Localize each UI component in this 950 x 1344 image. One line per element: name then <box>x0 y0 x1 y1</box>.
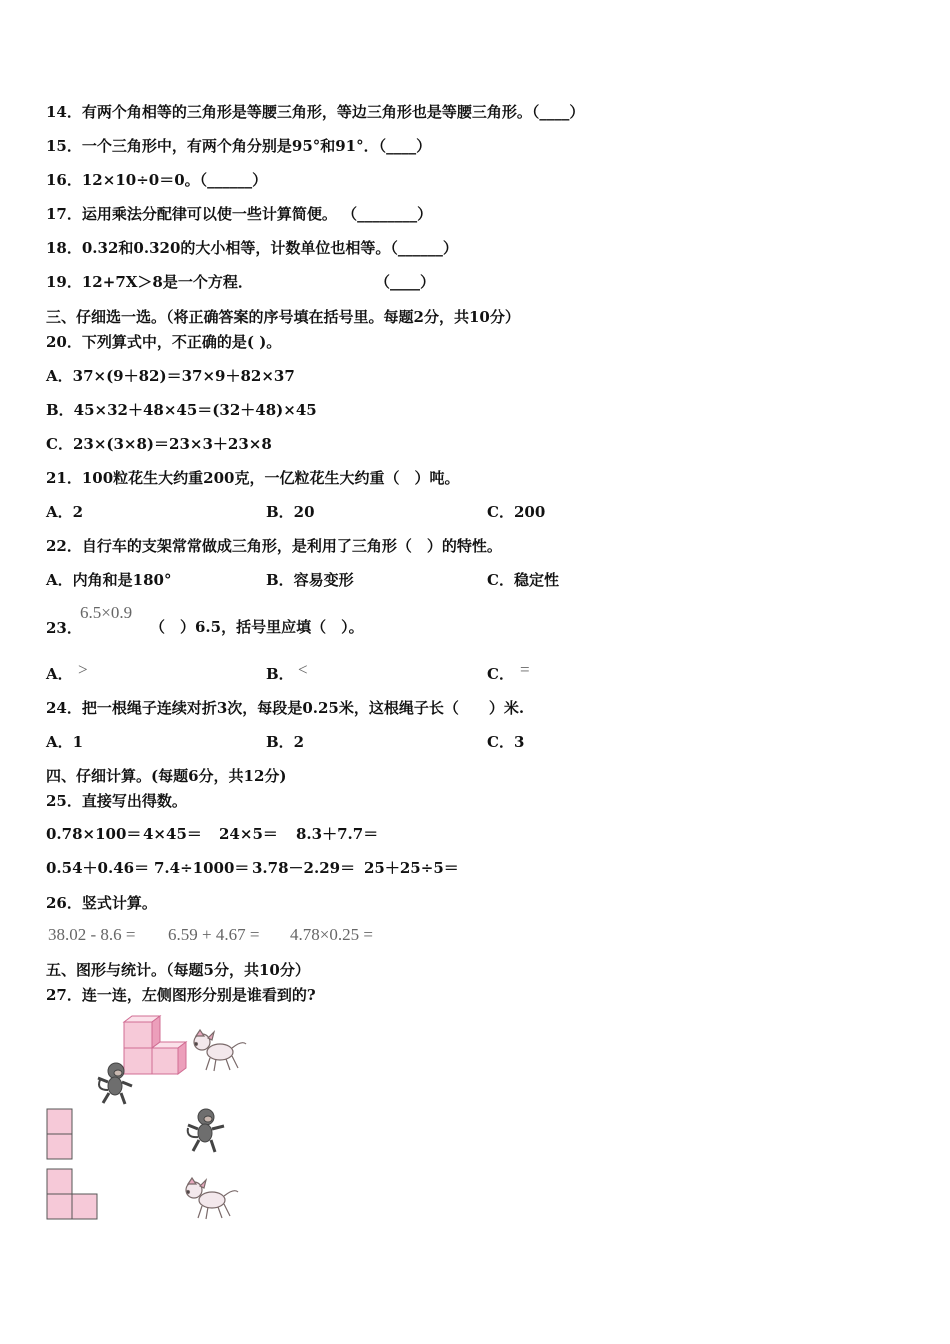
calc-item: 3.78－2.29＝ <box>252 859 356 877</box>
question-15: 15．一个三角形中，有两个角分别是95°和91°．（____） <box>46 137 432 155</box>
calc-item: 25＋25÷5＝ <box>364 859 459 877</box>
dog-icon <box>182 1176 242 1222</box>
question-23-option-b: B． <box>266 665 294 683</box>
less-than-symbol: < <box>298 660 308 679</box>
question-24-option-c: C．3 <box>487 733 525 751</box>
question-24: 24．把一根绳子连续对折3次，每段是0.25米，这根绳子长（ ）米. <box>46 699 525 717</box>
question-20-option-a: A．37×(9＋82)＝37×9＋82×37 <box>46 367 295 385</box>
calc-item: 7.4÷1000＝ <box>154 859 250 877</box>
question-17: 17．运用乘法分配律可以使一些计算简便。 （________） <box>46 205 433 223</box>
question-21-option-a: A．2 <box>46 503 84 521</box>
question-20-option-b: B．45×32＋48×45＝(32＋48)×45 <box>46 401 317 419</box>
question-23-expression: 6.5×0.9 <box>80 603 133 622</box>
equals-symbol: = <box>520 660 530 679</box>
section-4-heading: 四、仔细计算。(每题6分，共12分) <box>46 767 287 785</box>
section-3-heading: 三、仔细选一选。（将正确答案的序号填在括号里。每题2分，共10分） <box>46 308 520 326</box>
question-23-number: 23． <box>46 619 82 637</box>
question-16: 16．12×10÷0＝0。（______） <box>46 171 268 189</box>
question-14: 14．有两个角相等的三角形是等腰三角形，等边三角形也是等腰三角形。（____） <box>46 103 585 121</box>
view-figure-1 <box>46 1108 74 1162</box>
monkey-icon <box>182 1106 228 1154</box>
question-21-option-b: B．20 <box>266 503 315 521</box>
question-21: 21．100粒花生大约重200克，一亿粒花生大约重（ ）吨。 <box>46 469 460 487</box>
question-27: 27．连一连，左侧图形分别是谁看到的? <box>46 986 316 1004</box>
question-22: 22．自行车的支架常常做成三角形，是利用了三角形（ ）的特性。 <box>46 537 502 555</box>
question-18: 18．0.32和0.320的大小相等，计数单位也相等。（______） <box>46 239 458 257</box>
question-19: 19．12+7X＞8是一个方程． <box>46 273 253 291</box>
view-figure-2 <box>46 1168 100 1222</box>
calc-item: 8.3＋7.7＝ <box>296 825 379 843</box>
question-21-option-c: C．200 <box>487 503 546 521</box>
question-23-text: （ ）6.5，括号里应填（ ）。 <box>150 618 364 636</box>
question-25: 25．直接写出得数。 <box>46 792 187 810</box>
calc-item: 0.78×100＝ <box>46 825 142 843</box>
question-22-option-a: A．内角和是180° <box>46 571 172 589</box>
question-20-option-c: C．23×(3×8)＝23×3＋23×8 <box>46 435 272 453</box>
vertical-calc-item: 4.78×0.25 = <box>290 925 373 944</box>
vertical-calc-item: 6.59 + 4.67 = <box>168 925 260 944</box>
question-20: 20．下列算式中，不正确的是( )。 <box>46 333 282 351</box>
calc-item: 4×45＝ <box>143 825 202 843</box>
dog-icon <box>190 1028 250 1074</box>
vertical-calc-item: 38.02 - 8.6 = <box>48 925 136 944</box>
question-24-option-b: B．2 <box>266 733 305 751</box>
calc-item: 0.54＋0.46＝ <box>46 859 150 877</box>
calc-item: 24×5＝ <box>219 825 278 843</box>
greater-than-symbol: > <box>78 660 88 679</box>
section-5-heading: 五、图形与统计。（每题5分，共10分） <box>46 961 310 979</box>
question-23-option-c: C． <box>487 665 514 683</box>
question-19-blank: （____） <box>375 273 436 291</box>
question-22-option-c: C．稳定性 <box>487 571 559 589</box>
question-22-option-b: B．容易变形 <box>266 571 354 589</box>
question-24-option-a: A．1 <box>46 733 84 751</box>
question-26: 26．竖式计算。 <box>46 894 157 912</box>
question-23-option-a: A． <box>46 665 73 683</box>
monkey-icon <box>94 1060 138 1106</box>
